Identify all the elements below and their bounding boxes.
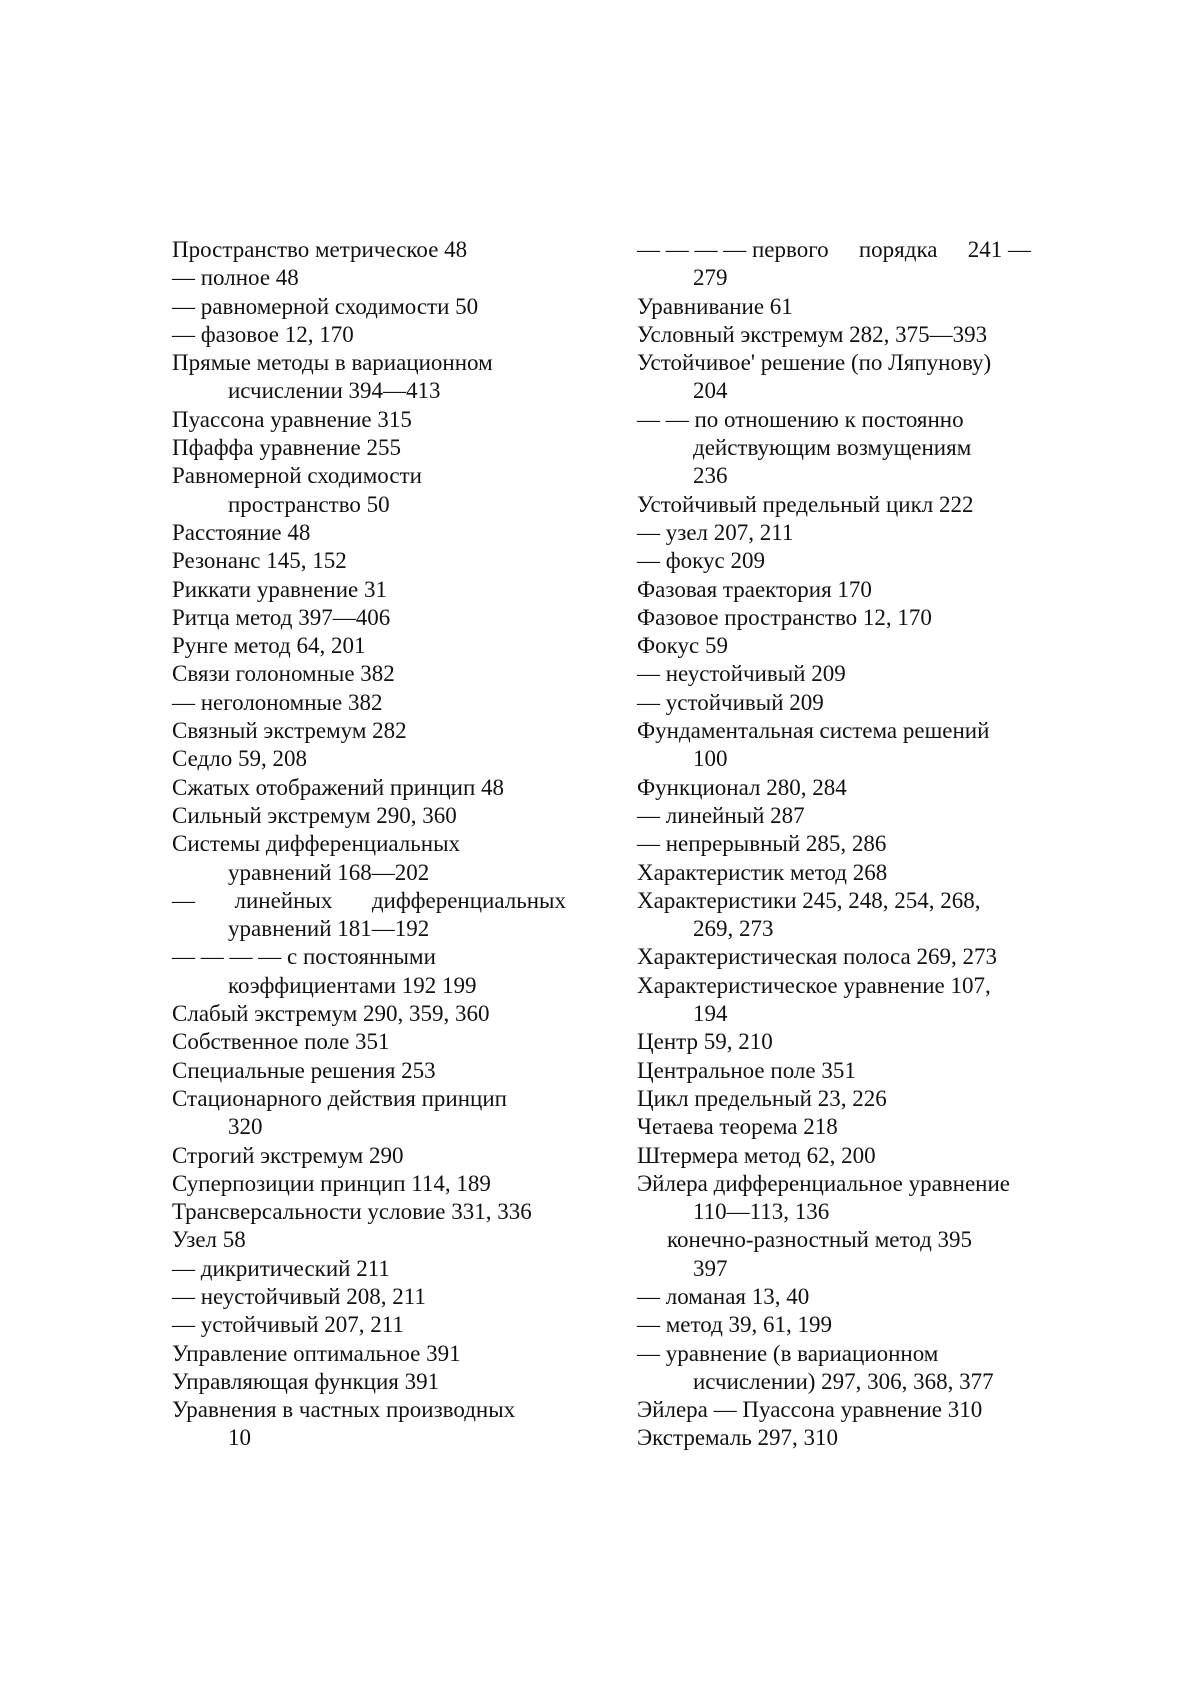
index-entry-part: дифференциальных	[371, 887, 566, 913]
index-entry: Устойчивое' решение (по Ляпунову)	[637, 350, 992, 376]
index-entry: Связный экстремум 282	[172, 718, 407, 744]
index-entry: Управление оптимальное 391	[172, 1340, 461, 1366]
index-entry: Системы дифференциальных	[172, 831, 461, 857]
index-entry: — уравнение (в вариационном	[637, 1340, 939, 1366]
index-entry: Характеристическое уравнение 107,	[637, 972, 991, 998]
index-entry: пространство 50	[228, 491, 390, 517]
index-entry: 204	[693, 378, 728, 404]
index-entry-part: —	[172, 887, 195, 913]
index-entry: Прямые методы в вариационном	[172, 350, 493, 376]
index-entry: Экстремаль 297, 310	[637, 1425, 839, 1451]
index-entry: Резонанс 145, 152	[172, 548, 347, 574]
index-entry: Управляющая функция 391	[172, 1368, 440, 1394]
index-entry: Слабый экстремум 290, 359, 360	[172, 1001, 490, 1027]
index-entry: Штермера метод 62, 200	[637, 1142, 876, 1168]
index-entry: Устойчивый предельный цикл 222	[637, 491, 974, 517]
index-entry: Пуассона уравнение 315	[172, 406, 412, 432]
index-entry: — линейный 287	[637, 802, 805, 828]
index-entry: Рунге метод 64, 201	[172, 633, 366, 659]
index-entry: Ритца метод 397—406	[172, 604, 391, 630]
index-entry: Суперпозиции принцип 114, 189	[172, 1170, 491, 1196]
index-entry: — равномерной сходимости 50	[172, 293, 479, 319]
index-entry: Фундаментальная система решений	[637, 718, 990, 744]
index-entry: 10	[228, 1425, 251, 1451]
index-entry: 100	[693, 746, 728, 772]
index-entry: — — — — с постоянными	[172, 944, 436, 970]
index-entry: Функционал 280, 284	[637, 774, 847, 800]
index-entry	[172, 887, 566, 915]
index-entry: — устойчивый 207, 211	[172, 1312, 404, 1338]
index-entry: — метод 39, 61, 199	[637, 1312, 833, 1338]
index-entry: Сильный экстремум 290, 360	[172, 802, 457, 828]
index-entry: — узел 207, 211	[637, 519, 794, 545]
index-entry: — фокус 209	[637, 548, 765, 574]
index-entry: 320	[228, 1114, 263, 1140]
index-entry-part: линейных	[234, 887, 333, 913]
index-entry: Собственное поле 351	[172, 1029, 390, 1055]
index-entry: — полное 48	[172, 265, 299, 291]
index-entry: Характеристики 245, 248, 254, 268,	[637, 887, 981, 913]
index-entry: Трансверсальности условие 331, 336	[172, 1199, 532, 1225]
index-column-right	[637, 236, 1037, 1453]
index-entry: Эйлера — Пуассона уравнение 310	[637, 1397, 983, 1423]
index-entry: 269, 273	[693, 916, 774, 942]
index-entry: — фазовое 12, 170	[172, 321, 354, 347]
index-entry: Эйлера дифференциальное уравнение	[637, 1170, 1010, 1196]
index-entry: Связи голономные 382	[172, 661, 395, 687]
index-entry: конечно-разностный метод 395	[667, 1227, 973, 1253]
index-entry: исчислении 394—413	[228, 378, 441, 404]
index-entry: Фазовая траектория 170	[637, 576, 872, 602]
index-entry: 110—113, 136	[693, 1199, 830, 1225]
index-entry: — непрерывный 285, 286	[637, 831, 887, 857]
index-entry: — неустойчивый 208, 211	[172, 1283, 426, 1309]
index-entry: — ломаная 13, 40	[637, 1283, 810, 1309]
index-entry: Цикл предельный 23, 226	[637, 1085, 887, 1111]
index-entry: Центр 59, 210	[637, 1029, 773, 1055]
index-entry: — — по отношению к постоянно	[637, 406, 964, 432]
index-entry: Узел 58	[172, 1227, 246, 1253]
index-entry: Расстояние 48	[172, 519, 311, 545]
index-entry: 397	[693, 1255, 728, 1281]
index-entry-part: порядка	[858, 237, 938, 262]
index-entry: Специальные решения 253	[172, 1057, 436, 1083]
index-entry: Седло 59, 208	[172, 746, 307, 772]
index-entry: — неголономные 382	[172, 689, 383, 715]
index-entry: исчислении) 297, 306, 368, 377	[693, 1368, 994, 1394]
index-entry: 279	[693, 265, 728, 291]
index-entry: — дикритический 211	[172, 1255, 390, 1281]
index-entry: Четаева теорема 218	[637, 1114, 838, 1140]
index-entry: Равномерной сходимости	[172, 463, 422, 489]
index-entry: уравнений 181—192	[228, 916, 430, 942]
index-entry: действующим возмущениям	[693, 435, 972, 461]
index-entry: 194	[693, 1001, 728, 1027]
index-entry: Характеристическая полоса 269, 273	[637, 944, 997, 970]
index-entry: Пространство метрическое 48	[172, 237, 468, 262]
index-entry-part: — — — — первого	[637, 237, 829, 262]
index-entry: уравнений 168—202	[228, 859, 430, 885]
index-entry: Фокус 59	[637, 633, 728, 659]
index-entry: Сжатых отображений принцип 48	[172, 774, 505, 800]
index-entry: Уравнения в частных производных	[172, 1397, 516, 1423]
index-entry: Риккати уравнение 31	[172, 576, 387, 602]
index-entry	[637, 236, 1031, 264]
index-entry: Фазовое пространство 12, 170	[637, 604, 932, 630]
index-entry: коэффициентами 192 199	[228, 972, 477, 998]
index-entry: — устойчивый 209	[637, 689, 824, 715]
index-entry: Характеристик метод 268	[637, 859, 888, 885]
index-entry: Условный экстремум 282, 375—393	[637, 321, 988, 347]
index-entry: Уравнивание 61	[637, 293, 793, 319]
index-entry: Центральное поле 351	[637, 1057, 856, 1083]
index-column-left	[172, 236, 592, 1453]
index-entry: — неустойчивый 209	[637, 661, 846, 687]
index-entry: 236	[693, 463, 728, 489]
index-entry-part: 241 —	[967, 237, 1031, 262]
index-entry: Строгий экстремум 290	[172, 1142, 404, 1168]
index-entry: Пфаффа уравнение 255	[172, 435, 402, 461]
index-entry: Стационарного действия принцип	[172, 1085, 507, 1111]
